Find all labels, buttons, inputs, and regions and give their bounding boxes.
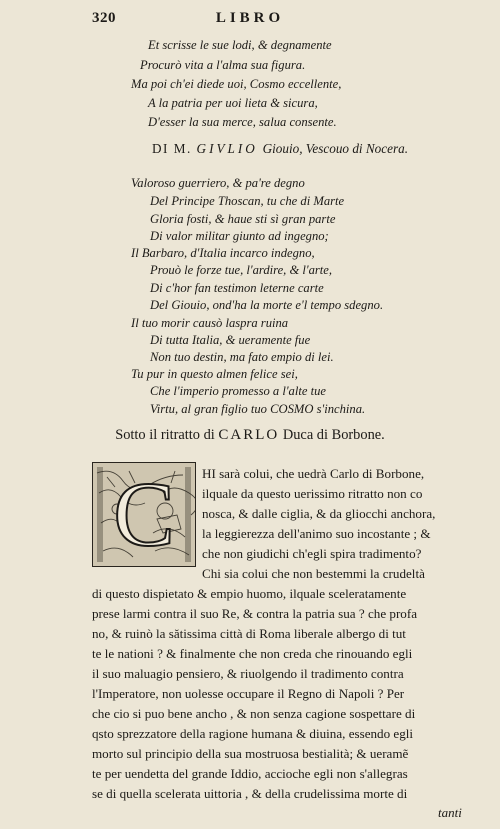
sonnet-line: Valoroso guerriero, & pa're degno <box>131 176 305 190</box>
verse-line: D'esser la sua merce, salua consente. <box>148 115 337 129</box>
sonnet-line: Prouò le forze tue, l'ardire, & l'arte, <box>150 263 333 277</box>
sonnet-line: Del Giouio, ond'ha la morte e'l tempo sdegno. <box>150 298 384 312</box>
sonnet-line: Di c'hor fan testimon leterne carte <box>150 281 324 295</box>
verse-line: A la patria per uoi lieta & sicura, <box>148 96 318 110</box>
decorated-initial-art <box>93 463 195 566</box>
initial-letter: C <box>113 463 175 565</box>
prose-line: morto sul principio della sua mostruosa bestialità; & ueramẽ <box>92 746 409 761</box>
prose-line: ilquale da questo uerissimo ritratto non co <box>202 486 423 501</box>
prose-line: qsto sprezzatore della ragione humana & diuina, essendo egli <box>92 726 414 741</box>
section-title-after: Duca di Borbone. <box>282 427 385 443</box>
prose-line: prese larmi contra il suo Re, & contra la patria sua ? che profa <box>92 606 418 621</box>
catchword: tanti <box>438 805 462 820</box>
running-head: LIBRO <box>215 10 285 26</box>
prose-line: che non giudichi ch'egli spira tradimento? <box>202 546 422 561</box>
decorated-initial <box>92 462 196 567</box>
sonnet-line: Del Principe Thoscan, tu che di Marte <box>150 194 345 208</box>
prose-line: te le nationi ? & finalmente che non creda che rinouando egli <box>92 646 413 661</box>
prose-line: te per uendetta del grande Iddio, accioche egli non s'allegras <box>92 766 408 781</box>
sonnet-line: Virtu, al gran figlio tuo COSMO s'inchina. <box>150 402 366 416</box>
prose-line: il suo maluagio pensiero, & riuolgendo il tradimento contra <box>92 666 404 681</box>
attribution-role: Giouio, Vescouo di Nocera. <box>262 141 408 156</box>
poem-attribution <box>152 141 408 157</box>
prose-line: di questo dispietato & empio huomo, ilquale sceleratamente <box>92 586 407 601</box>
prose-line: se di quella scelerata uittoria , & della crudelissima morte di <box>92 786 408 801</box>
sonnet-line: Gloria fosti, & haue sti sì gran parte <box>150 212 336 226</box>
sonnet-line: Non tuo destin, ma fato empio di lei. <box>150 350 334 364</box>
section-title <box>0 427 500 444</box>
verse-line: Procurò vita a l'alma sua figura. <box>140 58 306 72</box>
sonnet-line: Di tutta Italia, & ueramente fue <box>150 333 311 347</box>
sonnet-line: Tu pur in questo almen felice sei, <box>131 367 298 381</box>
sonnet-line: Di valor militar giunto ad ingegno; <box>150 229 329 243</box>
page-number: 320 <box>92 10 116 26</box>
prose-line: che cio si puo bene ancho , & non senza cagione sospettare di <box>92 706 416 721</box>
attribution-prefix: DI M. <box>152 141 192 156</box>
verse-line: Et scrisse le sue lodi, & degnamente <box>148 38 332 52</box>
page-header <box>0 8 500 32</box>
section-title-name: CARLO <box>218 427 280 443</box>
sonnet-line: Il tuo morir causò laspra ruina <box>131 316 289 330</box>
prose-line: nosca, & dalle ciglia, & da gliocchi anchora, <box>202 506 436 521</box>
prose-line: HI sarà colui, che uedrà Carlo di Borbone, <box>202 466 425 481</box>
prose-line: la leggierezza dell'animo suo incostante ; & <box>202 526 431 541</box>
section-title-before: Sotto il ritratto di <box>115 427 215 443</box>
sonnet-line: Il Barbaro, d'Italia incarco indegno, <box>131 246 315 260</box>
sonnet-line: Che l'imperio promesso a l'alte tue <box>150 384 326 398</box>
prose-line: no, & ruinò la sătissima città di Roma liberale albergo di tut <box>92 626 406 641</box>
prose-line: Chi sia colui che non bestemmi la crudeltà <box>202 566 425 581</box>
verse-line: Ma poi ch'ei diede uoi, Cosmo eccellente, <box>131 77 342 91</box>
attribution-name: GIVLIO <box>196 141 258 156</box>
prose-line: l'Imperatore, non uolesse occupare il Regno di Napoli ? Per <box>92 686 405 701</box>
